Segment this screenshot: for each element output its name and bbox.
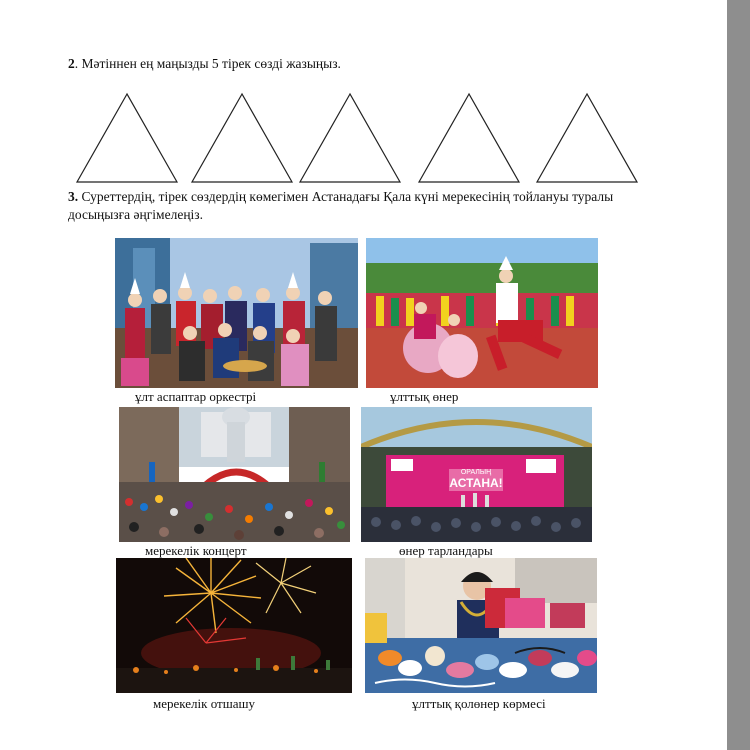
photo-crafts [365,558,597,693]
task-2-instruction: . Мәтіннен ең маңызды 5 тірек сөзді жазыңыз. [74,56,341,71]
keyword-triangle-4 [417,92,521,184]
photo-fireworks [116,558,352,693]
photo-stage [361,407,592,542]
photo-dance [366,238,598,388]
caption-stage: өнер тарландары [399,543,493,558]
scrollbar[interactable] [727,0,750,750]
keyword-triangle-3 [298,92,402,184]
photo-crowd [119,407,350,542]
stage-banner-line2: АСТАНА! [449,476,503,490]
keyword-triangle-2 [190,92,294,184]
caption-crowd: мерекелік концерт [145,543,247,558]
keyword-triangle-5 [535,92,639,184]
task-2-text [68,55,341,73]
caption-dance: ұлттық өнер [390,389,459,404]
task-2-number: 2 [68,56,75,71]
caption-crafts: ұлттық қолөнер көрмесі [412,696,546,711]
task-3-text [68,188,638,224]
photo-orchestra [115,238,358,388]
task-3-instruction: Суреттердің, тірек сөздердің көмегімен Астанадағы Қала күні мерекесінің тойлануы туралы досыңызға әңгімелеңіз. [68,189,614,222]
task-3-number: 3. [68,189,79,204]
caption-fireworks: мерекелік отшашу [153,696,255,711]
caption-orchestra: ұлт аспаптар оркестрі [135,389,257,404]
stage-banner-line1: ОРАЛЫҢ [460,469,492,476]
keyword-triangle-1 [75,92,179,184]
keyword-triangles [75,92,645,187]
